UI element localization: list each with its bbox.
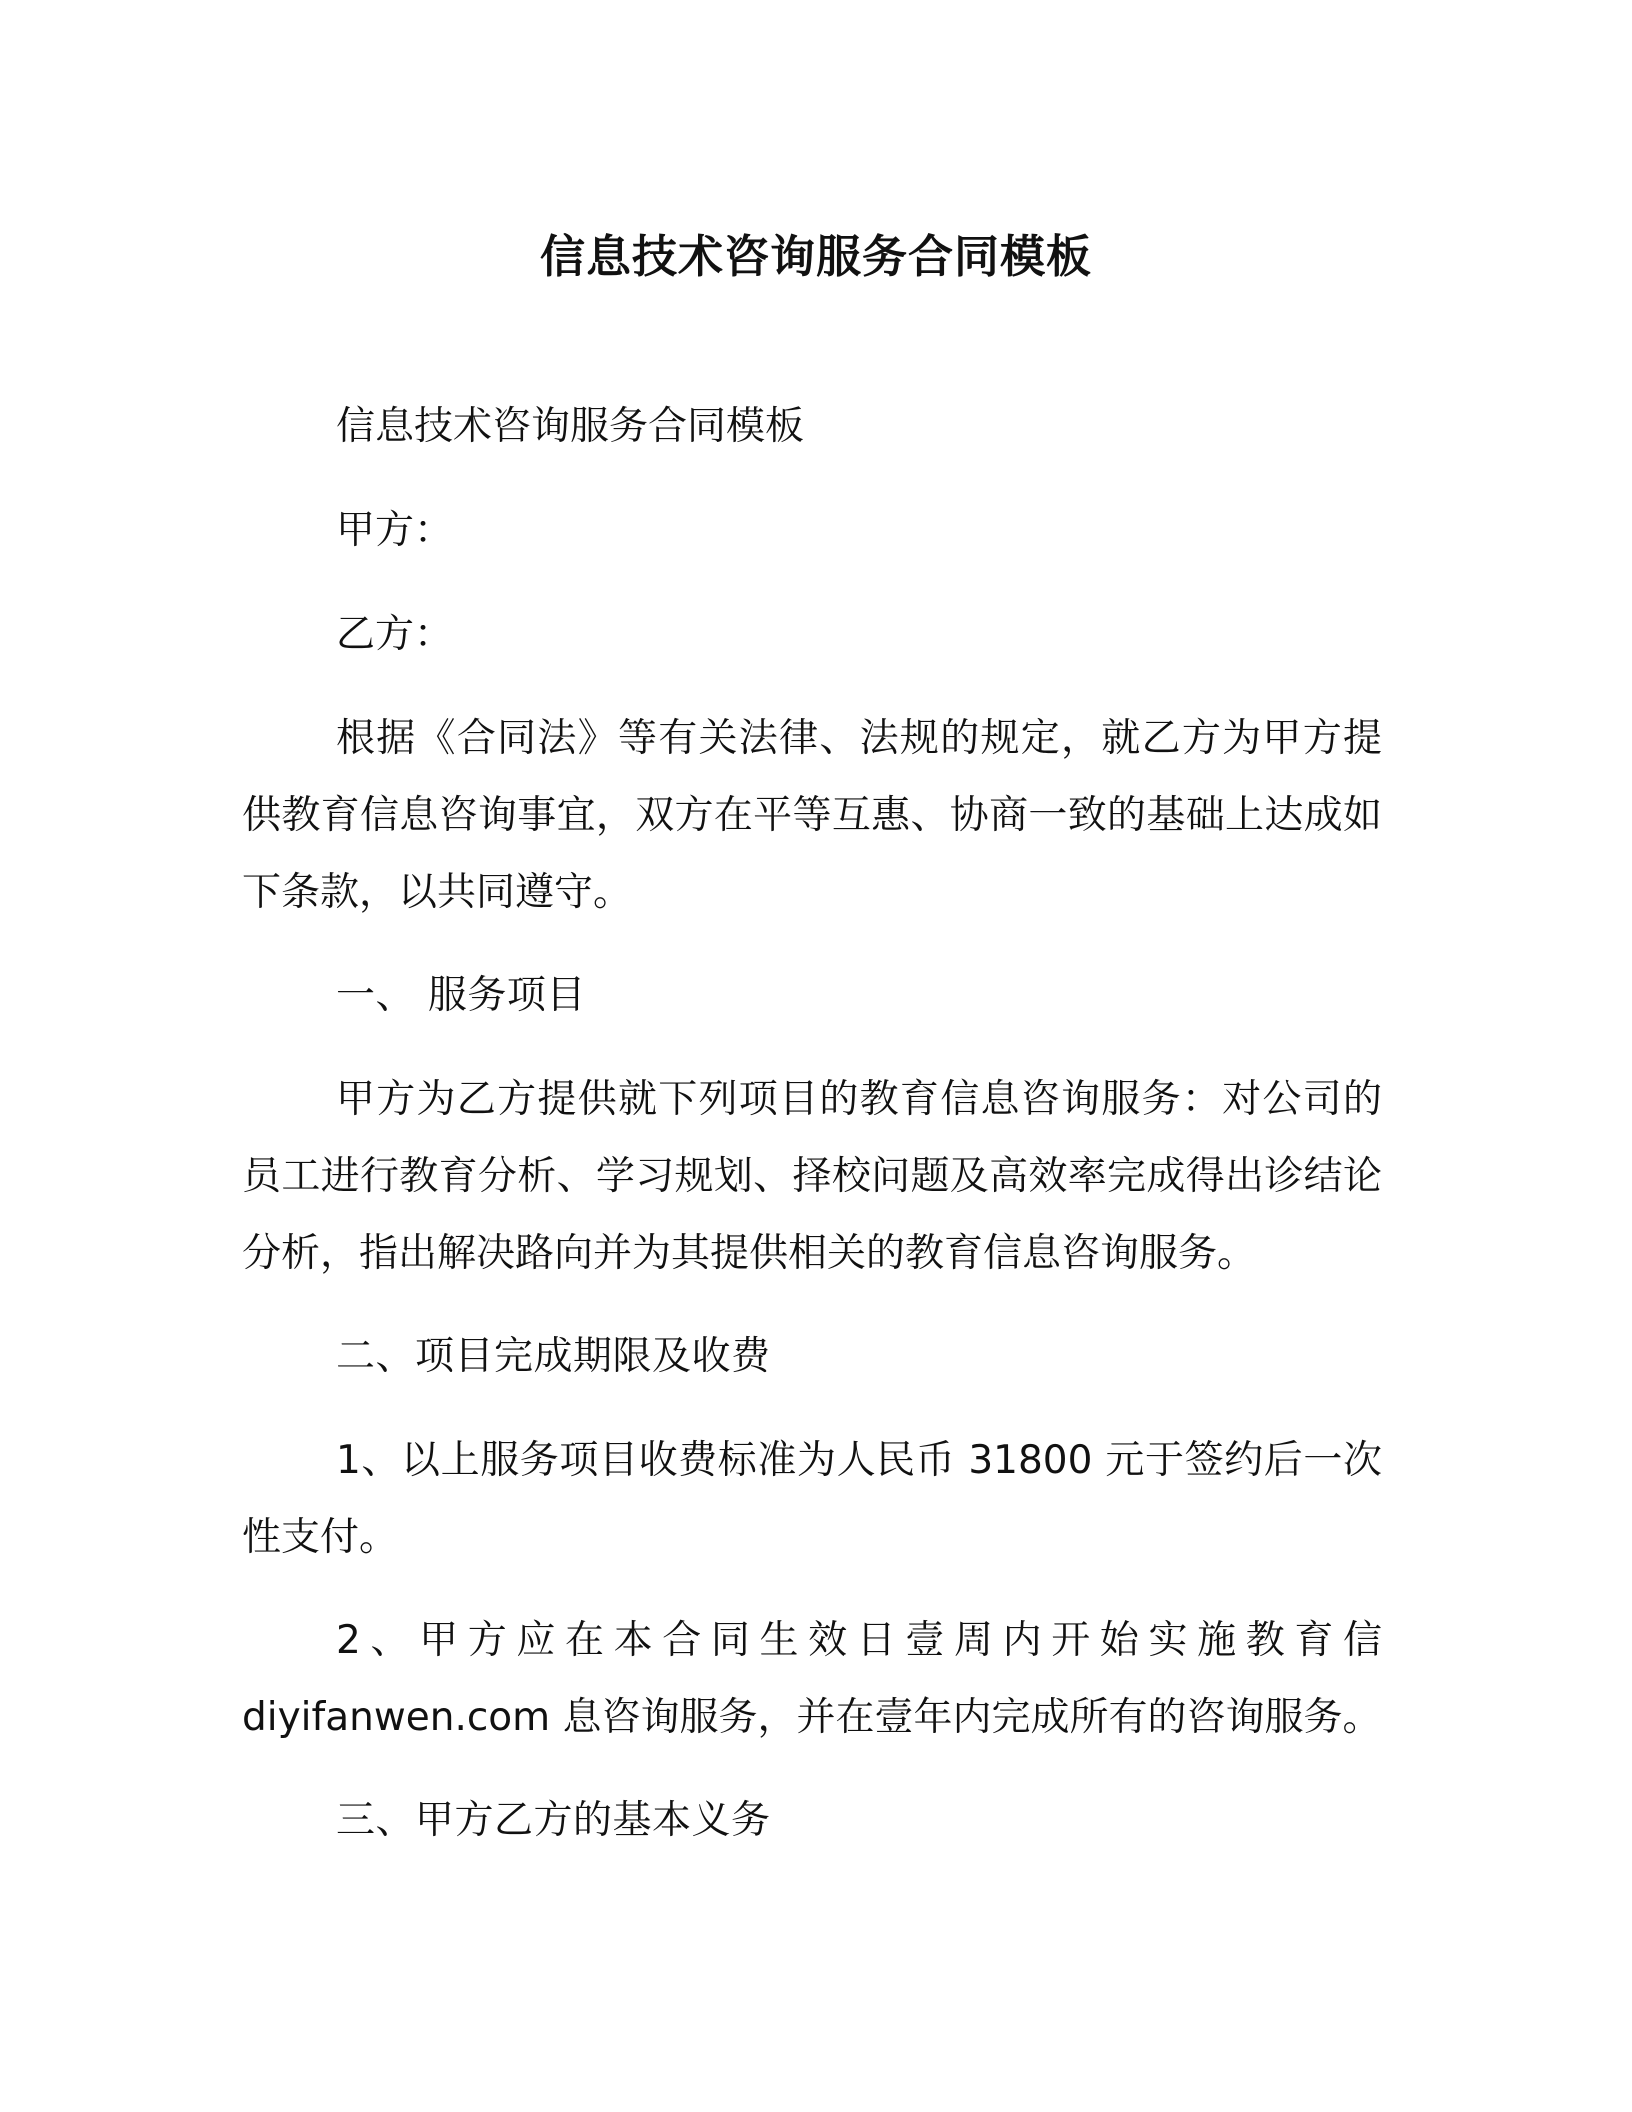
document-title: 信息技术咨询服务合同模板 (539, 230, 1092, 283)
section-heading-2: 二、项目完成期限及收费 (336, 1334, 771, 1379)
paragraph-doc-name: 信息技术咨询服务合同模板 (336, 404, 805, 449)
section-heading-3: 三、甲方乙方的基本义务 (336, 1798, 771, 1843)
paragraph-section-2-item-1: 1、以上服务项目收费标准为人民币 31800 元于签约后一次性支付。 (242, 1438, 1382, 1560)
section-heading-1: 一、 服务项目 (336, 973, 586, 1018)
paragraph-party-b: 乙方： (336, 612, 454, 657)
paragraph-preamble: 根据《合同法》等有关法律、法规的规定，就乙方为甲方提供教育信息咨询事宜，双方在平等互惠、协商一致的基础上达成如下条款，以共同遵守。 (242, 716, 1382, 915)
paragraph-section-2-item-2: 2、甲方应在本合同生效日壹周内开始实施教育信 diyifanwen.com 息咨询服务，并在壹年内完成所有的咨询服务。 (242, 1618, 1382, 1740)
document-body (242, 388, 1382, 1886)
paragraph-party-a: 甲方： (336, 508, 454, 553)
paragraph-section-1: 甲方为乙方提供就下列项目的教育信息咨询服务：对公司的员工进行教育分析、学习规划、择校问题及高效率完成得出诊结论分析，指出解决路向并为其提供相关的教育信息咨询服务。 (242, 1077, 1382, 1276)
